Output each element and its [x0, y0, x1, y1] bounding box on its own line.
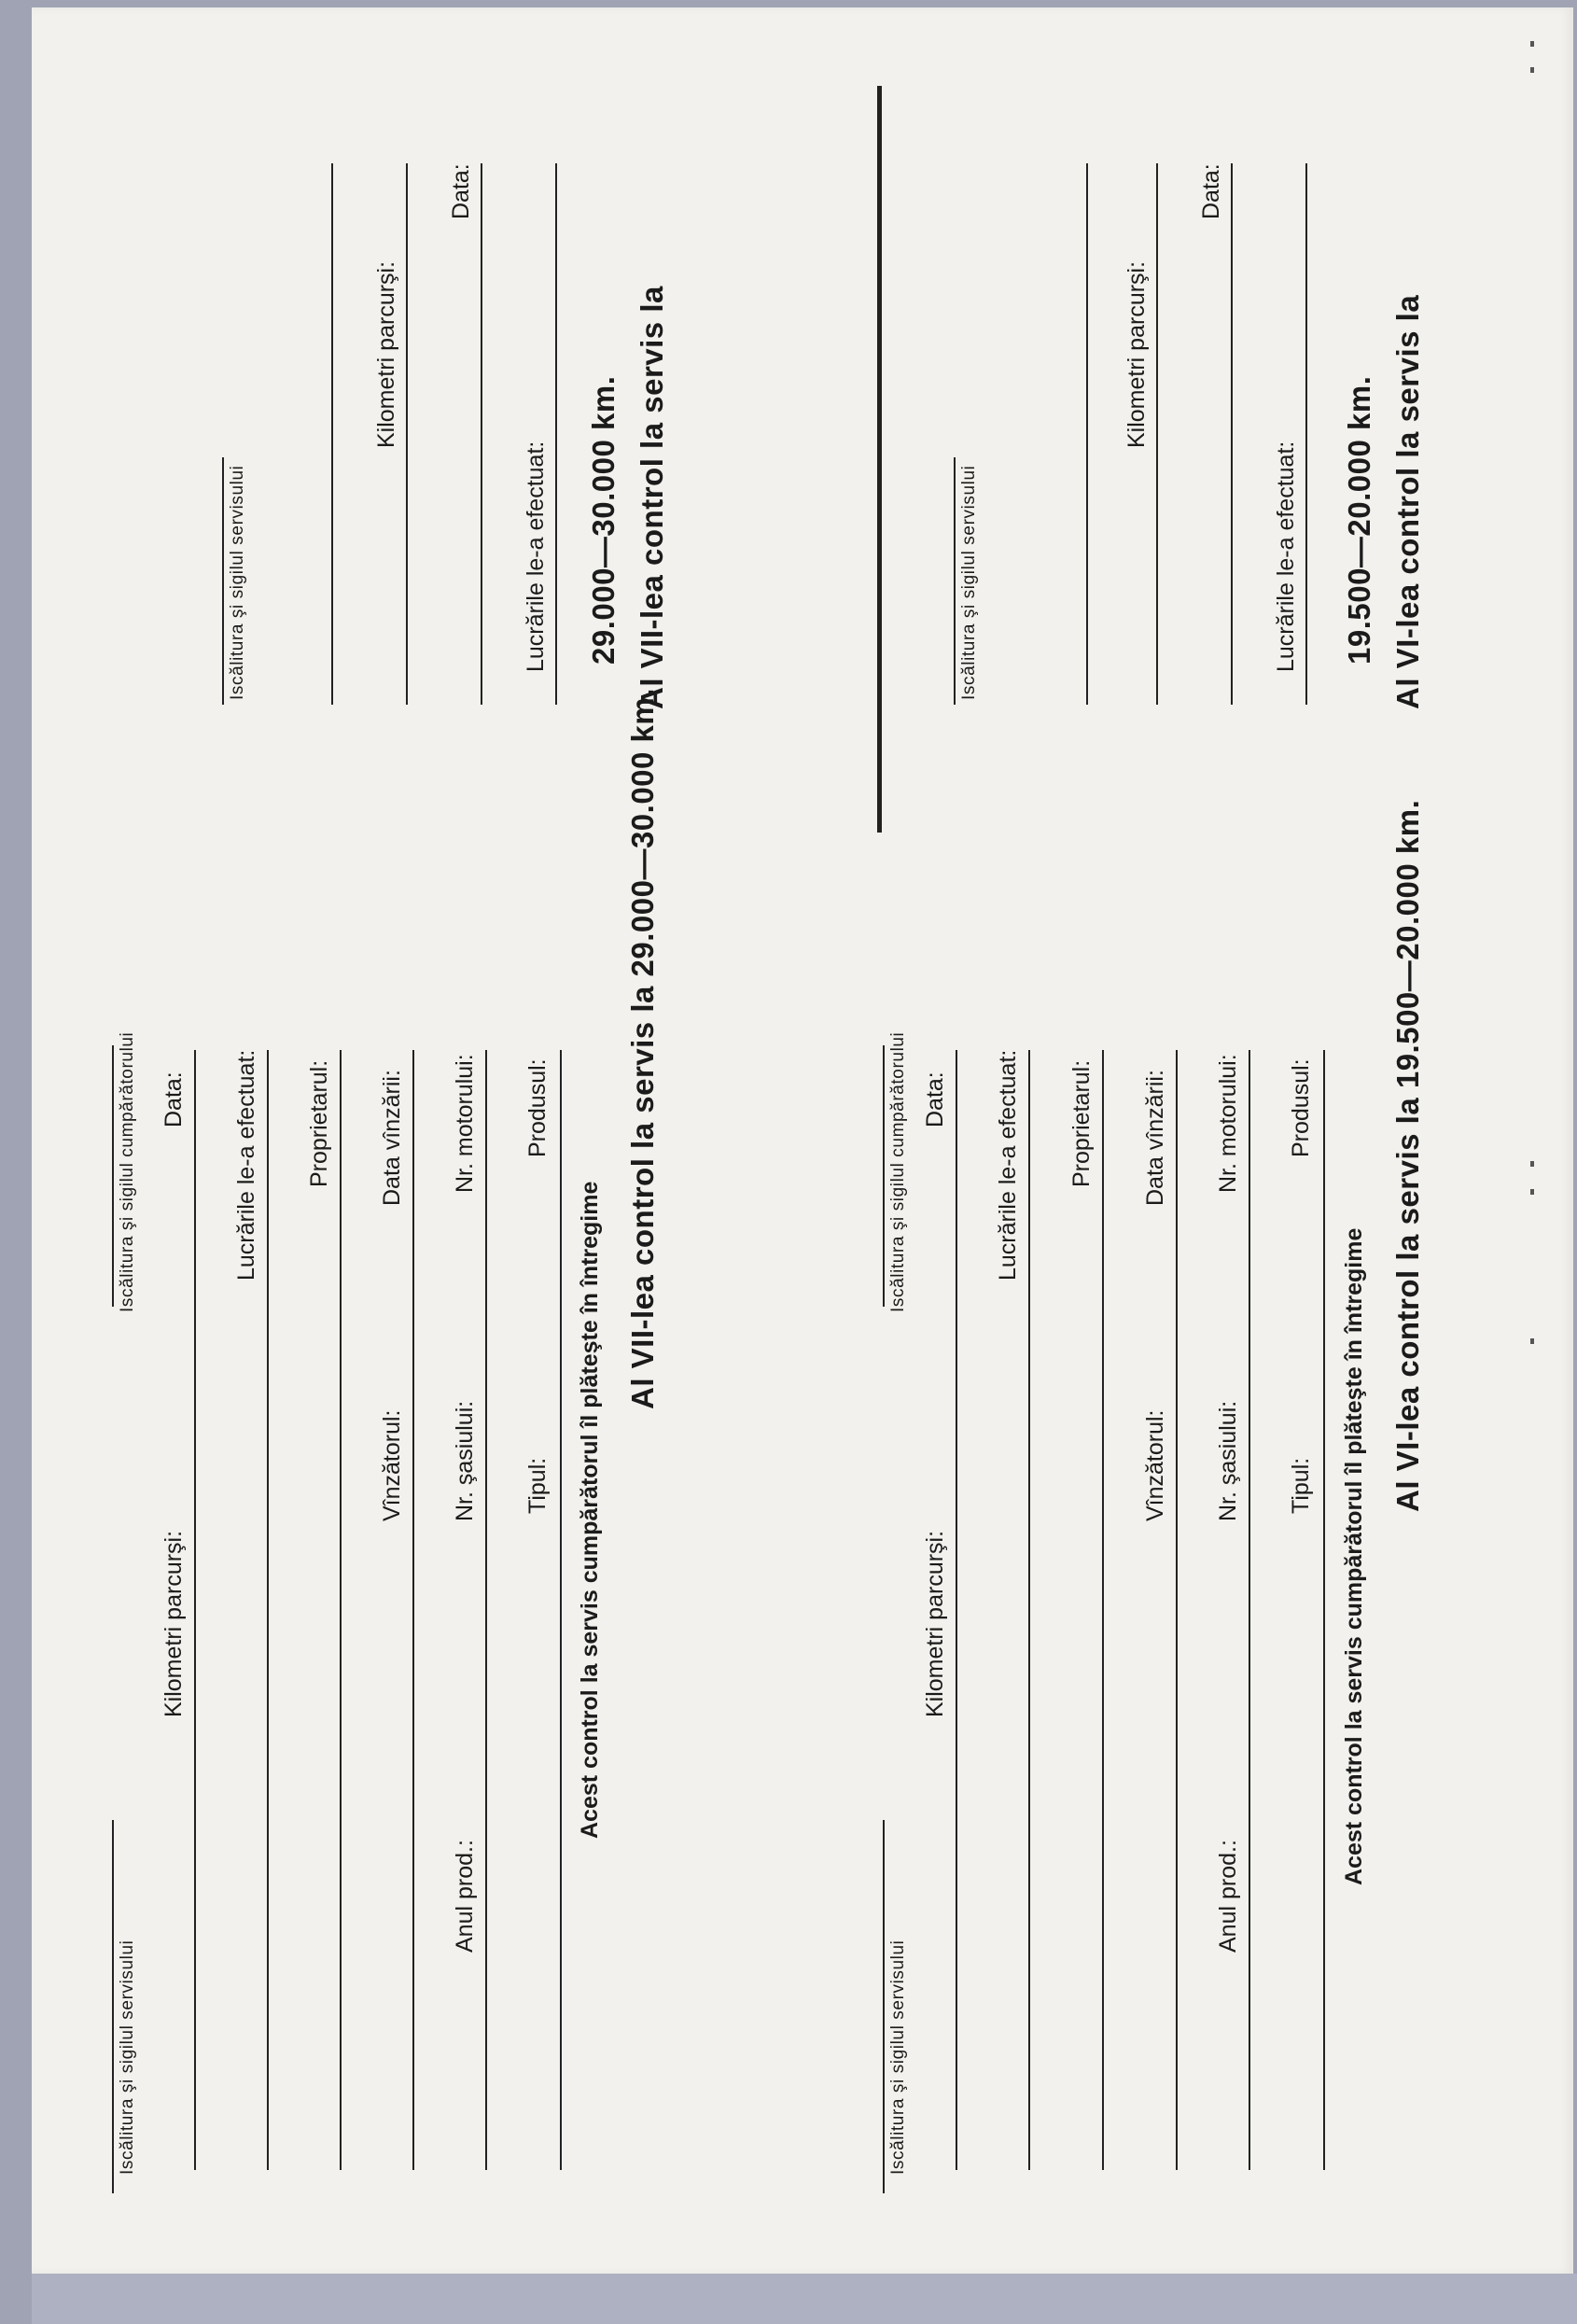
vii-service-km-line[interactable] [331, 163, 333, 705]
vi-service-title-line1: Al VI-lea control la servis la [1390, 294, 1425, 709]
vi-buyer-product-line[interactable] [1323, 1050, 1325, 2170]
vii-buyer-product-label: Produsul: [524, 1058, 551, 1157]
vii-buyer-signature-line[interactable] [112, 1045, 114, 1307]
vii-buyer-type-label: Tipul: [524, 1457, 551, 1514]
vi-buyer-sale-date-label: Data vînzării: [1142, 1070, 1168, 1206]
vi-buyer-date-line[interactable] [956, 1050, 957, 2170]
vii-buyer-buyer-signature: Iscălitura şi sigilul cumpărătorului [118, 1031, 137, 1312]
vii-service-title-line1: Al VII-lea control la servis la [635, 286, 669, 709]
vii-buyer-work-line[interactable] [267, 1050, 269, 2170]
vi-service-km-line[interactable] [1086, 163, 1088, 705]
rotated-page [37, 37, 1549, 2277]
scan-mark [1530, 1338, 1534, 1344]
vii-service-title-line2: 29.000—30.000 km. [586, 375, 621, 665]
vii-buyer-seller-label: Vînzătorul: [379, 1409, 405, 1521]
vi-service-work-label: Lucrările le-a efectuat: [1273, 441, 1299, 672]
vi-buyer-title: Al VI-lea control la servis la 19.500—20.000 km. [1390, 799, 1425, 1512]
vi-buyer-date-label: Data: [922, 1071, 948, 1127]
vi-service-date-label: Data: [1198, 163, 1224, 219]
vii-buyer-km-label: Kilometri parcurşi: [160, 1530, 187, 1717]
vii-buyer-date-label: Data: [160, 1071, 187, 1127]
vi-service-work-line[interactable] [1305, 163, 1307, 705]
scan-mark [1530, 1161, 1534, 1167]
vi-service-date-line[interactable] [1156, 163, 1158, 705]
vi-buyer-subtitle: Acest control la servis cumpărătorul îl plăteşte în întregime [1341, 1227, 1367, 1885]
vi-buyer-chassis-label: Nr. şasiului: [1215, 1400, 1241, 1521]
vi-buyer-engine-line[interactable] [1249, 1050, 1250, 2170]
vii-buyer-work-label: Lucrările le-a efectuat: [233, 1049, 259, 1281]
vi-buyer-type-label: Tipul: [1288, 1457, 1314, 1514]
vii-service-signature-line[interactable] [222, 457, 224, 705]
vi-service-signature-line[interactable] [954, 457, 956, 705]
vii-buyer-product-line[interactable] [560, 1050, 562, 2170]
vii-buyer-year-label: Anul prod.: [452, 1840, 478, 1953]
vi-buyer-engine-label: Nr. motorului: [1215, 1054, 1241, 1193]
vii-buyer-owner-label: Proprietarul: [306, 1059, 332, 1187]
scan-mark [1530, 67, 1534, 73]
vii-buyer-sale-date-label: Data vînzării: [379, 1070, 405, 1206]
vi-buyer-work-line[interactable] [1028, 1050, 1030, 2170]
vi-buyer-product-label: Produsul: [1288, 1058, 1314, 1157]
vi-service-signature-label: Iscălitura şi sigilul servisului [959, 465, 979, 700]
scan-mark [1530, 41, 1534, 47]
vii-service-signature-label: Iscălitura şi sigilul servisului [228, 465, 247, 700]
vii-buyer-title: Al VII-lea control la servis la 29.000—30.000 km. [625, 688, 660, 1409]
vi-buyer-work-label: Lucrările le-a efectuat: [995, 1049, 1021, 1281]
scan-background [32, 2274, 1577, 2324]
vi-buyer-signature-line[interactable] [883, 1045, 885, 1307]
vi-buyer-km-label: Kilometri parcurşi: [922, 1530, 948, 1717]
vii-buyer-owner-line[interactable] [340, 1050, 342, 2170]
vi-buyer-service-signature: Iscălitura şi sigilul servisului [888, 1939, 908, 2175]
vi-service-work-line-2[interactable] [1231, 163, 1233, 705]
scan-mark [1530, 1189, 1534, 1195]
vi-buyer-owner-label: Proprietarul: [1068, 1059, 1095, 1187]
vi-buyer-year-label: Anul prod.: [1215, 1840, 1241, 1953]
vi-buyer-seller-label: Vînzătorul: [1142, 1409, 1168, 1521]
vi-service-km-label: Kilometri parcurşi: [1123, 260, 1150, 448]
vii-buyer-engine-label: Nr. motorului: [452, 1054, 478, 1193]
vii-buyer-chassis-label: Nr. şasiului: [452, 1400, 478, 1521]
vi-service-title-line2: 19.500—20.000 km. [1342, 375, 1376, 665]
vii-service-date-line[interactable] [406, 163, 408, 705]
vii-buyer-subtitle: Acest control la servis cumpărătorul îl plăteşte în întregime [577, 1181, 603, 1839]
vii-service-km-label: Kilometri parcurşi: [373, 260, 399, 448]
vi-buyer-service-signature-line[interactable] [883, 1820, 885, 2193]
vi-buyer-owner-line[interactable] [1102, 1050, 1104, 2170]
vii-buyer-sale-line[interactable] [412, 1050, 414, 2170]
vii-service-work-label: Lucrările le-a efectuat: [523, 441, 549, 672]
vii-buyer-service-signature-line[interactable] [112, 1820, 114, 2193]
vii-service-date-label: Data: [448, 163, 474, 219]
vii-buyer-engine-line[interactable] [485, 1050, 487, 2170]
stub-divider [877, 86, 882, 833]
vii-service-work-line[interactable] [555, 163, 557, 705]
vi-buyer-sale-line[interactable] [1176, 1050, 1178, 2170]
vi-buyer-buyer-signature: Iscălitura şi sigilul cumpărătorului [888, 1031, 908, 1312]
vii-buyer-date-line[interactable] [194, 1050, 196, 2170]
vii-service-work-line-2[interactable] [481, 163, 482, 705]
vii-buyer-service-signature: Iscălitura şi sigilul servisului [118, 1939, 137, 2175]
